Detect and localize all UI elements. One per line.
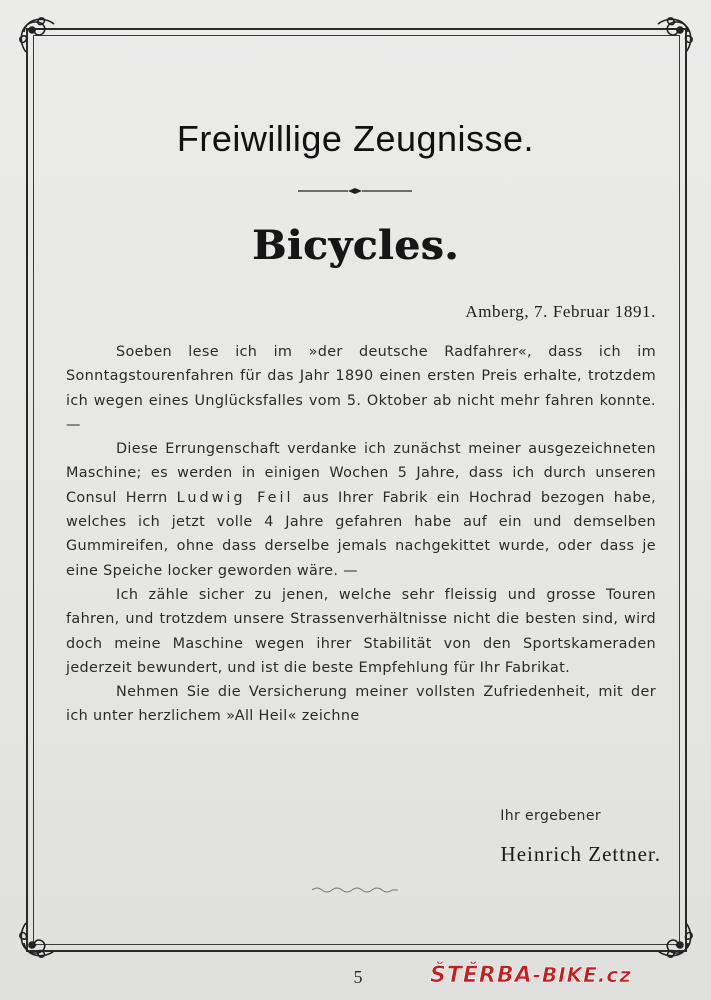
- corner-ornament-icon: [14, 12, 62, 60]
- watermark-main: ŠTĚRBA: [430, 963, 533, 988]
- signature-name: Heinrich Zettner.: [500, 842, 661, 866]
- title-divider: [298, 188, 412, 194]
- paragraph-2: [66, 437, 656, 583]
- paragraph-2-before: Diese Errungenschaft verdanke ich zunächst meiner ausgezeichneten Maschine; es werden in einigen Wochen 5 Jahre, dass ich durch unseren Consul Herrn: [66, 441, 656, 506]
- site-watermark: [430, 963, 632, 988]
- page-number: 5: [353, 967, 363, 987]
- consul-name: Ludwig Feil: [176, 489, 294, 506]
- end-ornament: [312, 886, 398, 894]
- paragraph-3: Ich zähle sicher zu jenen, welche sehr fleissig und grosse Touren fahren, und trotzdem unsere Strassenverhältnisse nicht die besten sind, wird doch meine Maschine wegen ihrer Stabilität von den Sportskameraden jederzeit bewundert, und ist die beste Empfehlung für Ihr Fabrikat.: [66, 586, 656, 676]
- paragraph-4: Nehmen Sie die Versicherung meiner vollsten Zufriedenheit, mit der ich unter herzlichem »All Heil« zeichne: [66, 684, 656, 725]
- paragraph-2-after: aus Ihrer Fabrik ein Hochrad bezogen habe, welches ich jetzt volle 4 Jahre gefahren habe auf ein und demselben Gummireifen, ohne dass derselbe jemals nachgekittet wurde, oder dass je eine Speiche locker geworden wäre. —: [66, 489, 656, 579]
- page-title: Freiwillige Zeugnisse.: [176, 118, 535, 159]
- letter-body: [66, 340, 656, 729]
- corner-ornament-icon: [650, 12, 698, 60]
- section-heading: Bicycles.: [251, 222, 460, 269]
- watermark-suffix: -BIKE.cz: [532, 963, 632, 987]
- paragraph-1: Soeben lese ich im »der deutsche Radfahrer«, dass ich im Sonntagstourenfahren für das Jahr 1890 einen ersten Preis erhalte, trotzdem ich wegen eines Unglücksfalles vom 5. Oktober ab nicht mehr fahren konnte. —: [66, 344, 656, 433]
- corner-ornament-icon: [650, 915, 698, 963]
- closing-salutation: Ihr ergebener: [500, 808, 601, 824]
- corner-ornament-icon: [14, 915, 62, 963]
- place-date: Amberg, 7. Februar 1891.: [465, 302, 656, 321]
